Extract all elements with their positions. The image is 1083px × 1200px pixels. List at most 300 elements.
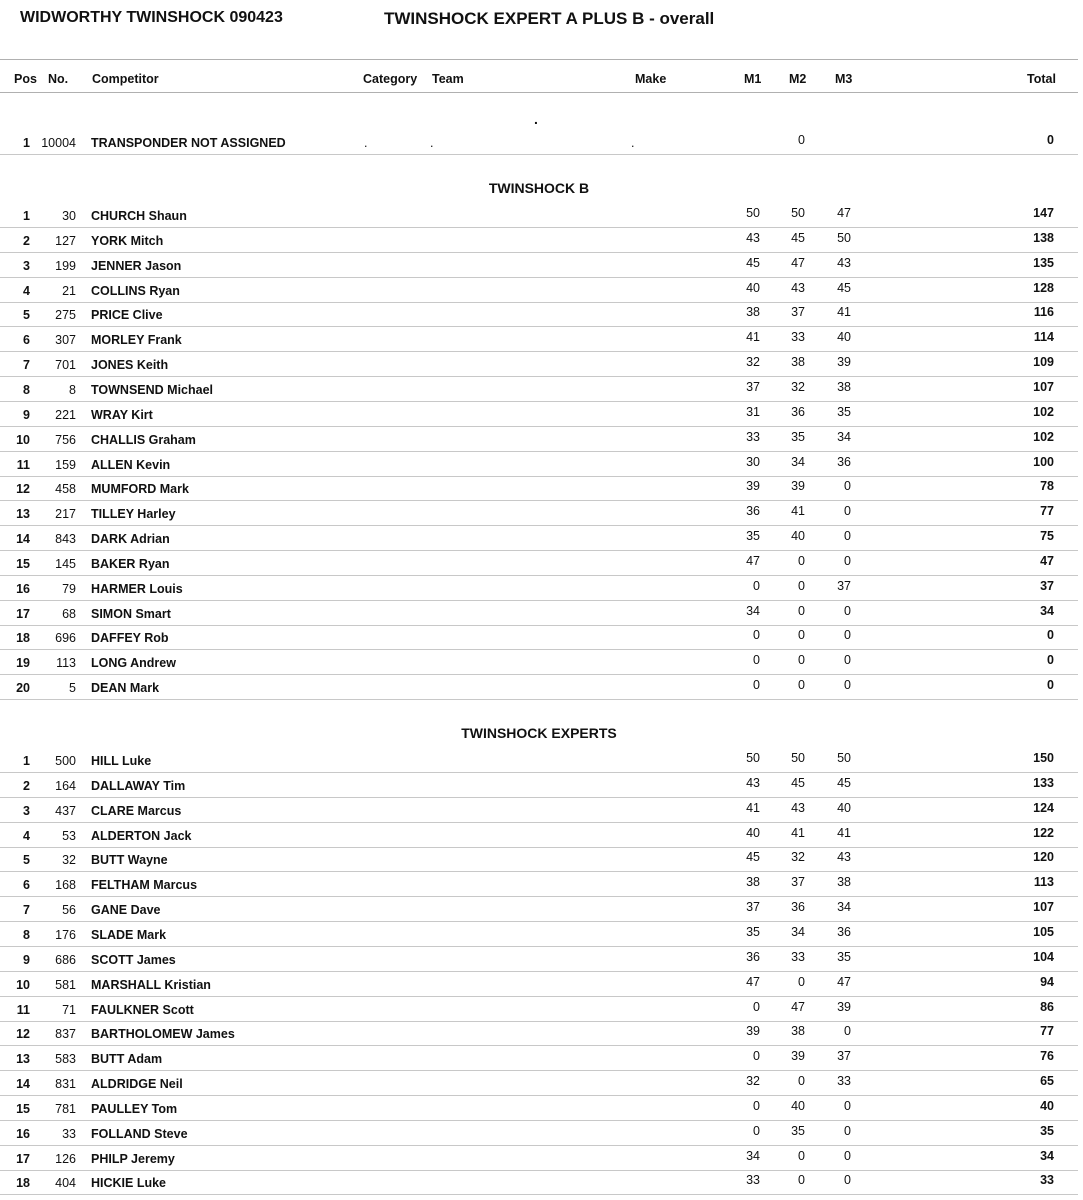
- m1-cell: 36: [746, 504, 760, 519]
- number-cell: 71: [62, 1002, 76, 1017]
- m2-cell: 37: [791, 875, 805, 890]
- m3-cell: 50: [837, 230, 851, 245]
- m1-cell: 40: [746, 825, 760, 840]
- pos-cell: 1: [23, 754, 30, 768]
- m1-cell: 0: [753, 1098, 760, 1113]
- table-row: [0, 922, 1078, 947]
- m2-cell: 0: [798, 553, 805, 568]
- m2-cell: 0: [798, 603, 805, 618]
- number-cell: 756: [55, 432, 76, 447]
- competitor-cell: SLADE Mark: [91, 927, 167, 942]
- m2-cell: 0: [798, 1173, 805, 1188]
- table-row: [0, 748, 1078, 773]
- m3-cell: 40: [837, 800, 851, 815]
- competitor-cell: HICKIE Luke: [91, 1176, 167, 1191]
- table-row: [0, 872, 1078, 897]
- total-cell: 34: [1040, 603, 1054, 618]
- col-m1: M1: [744, 72, 762, 86]
- m3-cell: 0: [844, 1173, 851, 1188]
- m2-cell: 32: [791, 379, 805, 394]
- col-m3: M3: [835, 72, 853, 86]
- competitor-cell: DAFFEY Rob: [91, 631, 169, 646]
- total-cell: 150: [1033, 751, 1054, 765]
- table-row: [0, 1046, 1078, 1071]
- number-cell: 159: [55, 457, 76, 472]
- total-cell: 35: [1040, 1123, 1054, 1138]
- unassigned-marker: .: [534, 111, 538, 127]
- number-cell: 8: [69, 382, 76, 397]
- competitor-cell: MARSHALL Kristian: [91, 977, 211, 992]
- table-row: [0, 675, 1078, 700]
- table-row: [0, 823, 1078, 848]
- competitor-cell: ALDRIDGE Neil: [91, 1077, 183, 1092]
- m1-cell: 35: [746, 529, 760, 544]
- number-cell: 168: [55, 878, 76, 893]
- total-cell: 47: [1040, 553, 1054, 568]
- m2-cell: 33: [791, 949, 805, 964]
- pos-cell: 18: [16, 631, 30, 646]
- table-row: [0, 576, 1078, 601]
- number-cell: 53: [62, 828, 76, 843]
- table-row: [0, 130, 1078, 155]
- total-cell: 77: [1040, 1024, 1054, 1039]
- table-row: [0, 1021, 1078, 1046]
- pos-cell: 9: [23, 952, 30, 967]
- total-cell: 124: [1033, 800, 1054, 815]
- total-cell: 133: [1033, 775, 1054, 790]
- competitor-cell: LONG Andrew: [91, 656, 176, 671]
- competitor-cell: TILLEY Harley: [91, 507, 176, 522]
- pos-cell: 14: [16, 1077, 30, 1092]
- total-cell: 40: [1040, 1098, 1054, 1113]
- table-row: [0, 947, 1078, 972]
- total-cell: 0: [1047, 678, 1054, 693]
- competitor-cell: DEAN Mark: [91, 681, 160, 696]
- m1-cell: 43: [746, 775, 760, 790]
- competitor-cell: TRANSPONDER NOT ASSIGNED: [91, 136, 286, 150]
- m2-cell: 40: [791, 529, 805, 544]
- table-row: [0, 278, 1078, 303]
- m1-cell: 32: [746, 1074, 760, 1089]
- competitor-cell: PRICE Clive: [91, 308, 163, 323]
- pos-cell: 18: [16, 1176, 30, 1191]
- pos-cell: 1: [23, 209, 30, 223]
- m3-cell: 43: [837, 255, 851, 270]
- pos-cell: 15: [16, 1101, 30, 1116]
- table-row: [0, 1096, 1078, 1121]
- m2-cell: 0: [798, 628, 805, 643]
- m2-cell: 47: [791, 999, 805, 1014]
- pos-cell: 19: [16, 656, 30, 671]
- m2-cell: 37: [791, 305, 805, 320]
- table-row: [0, 402, 1078, 427]
- m1-cell: 32: [746, 355, 760, 370]
- m3-cell: 33: [837, 1074, 851, 1089]
- m2-cell: 36: [791, 404, 805, 419]
- m1-cell: 0: [753, 653, 760, 668]
- pos-cell: 3: [23, 803, 30, 818]
- table-row: [0, 997, 1078, 1022]
- number-cell: 837: [55, 1027, 76, 1042]
- m3-cell: 0: [844, 479, 851, 494]
- table-row: [0, 1121, 1078, 1146]
- m2-cell: 45: [791, 230, 805, 245]
- number-cell: 127: [55, 233, 76, 248]
- m3-cell: 35: [837, 949, 851, 964]
- total-cell: 107: [1033, 379, 1054, 394]
- pos-cell: 4: [23, 828, 30, 843]
- pos-cell: 11: [16, 1002, 30, 1017]
- m2-cell: 50: [791, 206, 805, 220]
- table-row: [0, 551, 1078, 576]
- competitor-cell: HILL Luke: [91, 754, 152, 768]
- m1-cell: 45: [746, 255, 760, 270]
- total-cell: 76: [1040, 1049, 1054, 1064]
- m1-cell: 0: [753, 678, 760, 693]
- total-cell: 78: [1040, 479, 1054, 494]
- m1-cell: 0: [753, 1123, 760, 1138]
- competitor-cell: BUTT Wayne: [91, 853, 168, 868]
- category-cell: .: [364, 136, 368, 150]
- pos-cell: 7: [23, 358, 30, 373]
- m2-cell: 34: [791, 924, 805, 939]
- pos-cell: 12: [16, 1027, 30, 1042]
- total-cell: 113: [1033, 875, 1054, 890]
- m2-cell: 35: [791, 1123, 805, 1138]
- number-cell: 437: [55, 803, 76, 818]
- m2-cell: 36: [791, 900, 805, 915]
- pos-cell: 2: [23, 233, 30, 248]
- number-cell: 199: [55, 258, 76, 273]
- pos-cell: 11: [16, 457, 30, 472]
- table-row: [0, 650, 1078, 675]
- number-cell: 176: [55, 927, 76, 942]
- class-title: TWINSHOCK EXPERT A PLUS B - overall: [384, 9, 715, 28]
- m2-cell: 50: [791, 751, 805, 765]
- m3-cell: 34: [837, 429, 851, 444]
- m2-cell: 40: [791, 1098, 805, 1113]
- pos-cell: 8: [23, 382, 30, 397]
- m2-cell: 39: [791, 1049, 805, 1064]
- pos-cell: 6: [23, 878, 30, 893]
- section-title: TWINSHOCK EXPERTS: [461, 725, 617, 741]
- pos-cell: 4: [23, 283, 30, 298]
- number-cell: 686: [55, 952, 76, 967]
- competitor-cell: DARK Adrian: [91, 532, 170, 547]
- m2-cell: 45: [791, 775, 805, 790]
- m2-cell: 0: [798, 1074, 805, 1089]
- m3-cell: 0: [844, 1148, 851, 1163]
- m1-cell: 47: [746, 974, 760, 989]
- m3-cell: 0: [844, 1123, 851, 1138]
- m2-cell: 0: [798, 578, 805, 593]
- m3-cell: 45: [837, 775, 851, 790]
- table-row: [0, 601, 1078, 626]
- m1-cell: 40: [746, 280, 760, 295]
- total-cell: 77: [1040, 504, 1054, 519]
- pos-cell: 10: [16, 977, 30, 992]
- col-no: No.: [48, 72, 69, 86]
- m1-cell: 30: [746, 454, 760, 469]
- pos-cell: 3: [23, 258, 30, 273]
- m1-cell: 0: [753, 578, 760, 593]
- column-header-row: [0, 70, 1078, 93]
- number-cell: 500: [55, 754, 76, 768]
- table-row: [0, 847, 1078, 872]
- table-row: [0, 327, 1078, 352]
- pos-cell: 13: [16, 507, 30, 522]
- competitor-cell: JONES Keith: [91, 358, 169, 373]
- col-total: Total: [1027, 72, 1056, 86]
- m1-cell: 34: [746, 603, 760, 618]
- total-cell: 94: [1040, 974, 1054, 989]
- m2-cell: 47: [791, 255, 805, 270]
- competitor-cell: WRAY Kirt: [91, 407, 153, 422]
- m3-cell: 41: [837, 305, 851, 320]
- table-row: [0, 897, 1078, 922]
- competitor-cell: MUMFORD Mark: [91, 482, 189, 497]
- competitor-cell: DALLAWAY Tim: [91, 778, 186, 793]
- number-cell: 275: [55, 308, 76, 323]
- m3-cell: 0: [844, 603, 851, 618]
- competitor-cell: HARMER Louis: [91, 581, 183, 596]
- m2-cell: 35: [791, 429, 805, 444]
- total-cell: 135: [1033, 255, 1054, 270]
- number-cell: 217: [55, 507, 76, 522]
- competitor-cell: TOWNSEND Michael: [91, 382, 214, 397]
- competitor-cell: ALDERTON Jack: [91, 828, 192, 843]
- number-cell: 79: [62, 581, 76, 596]
- total-cell: 33: [1040, 1173, 1054, 1188]
- m3-cell: 37: [837, 1049, 851, 1064]
- competitor-cell: SCOTT James: [91, 952, 176, 967]
- m3-cell: 47: [837, 206, 851, 220]
- pos-cell: 8: [23, 927, 30, 942]
- m2-cell: 34: [791, 454, 805, 469]
- number-cell: 307: [55, 333, 76, 348]
- m1-cell: 33: [746, 429, 760, 444]
- m3-cell: 38: [837, 379, 851, 394]
- m3-cell: 36: [837, 454, 851, 469]
- pos-cell: 14: [16, 532, 30, 547]
- number-cell: 164: [55, 778, 76, 793]
- competitor-cell: MORLEY Frank: [91, 333, 182, 348]
- number-cell: 145: [55, 556, 76, 571]
- m2-cell: 39: [791, 479, 805, 494]
- m1-cell: 41: [746, 330, 760, 345]
- table-row: [0, 798, 1078, 823]
- total-cell: 86: [1040, 999, 1054, 1014]
- table-row: [0, 352, 1078, 377]
- table-row: [0, 501, 1078, 526]
- pos-cell: 13: [16, 1052, 30, 1067]
- m3-cell: 43: [837, 850, 851, 865]
- total-cell: 114: [1033, 330, 1054, 345]
- m1-cell: 38: [746, 305, 760, 320]
- m1-cell: 50: [746, 206, 760, 220]
- m3-cell: 50: [837, 751, 851, 765]
- col-pos: Pos: [14, 72, 37, 86]
- total-cell: 102: [1033, 429, 1054, 444]
- event-title: WIDWORTHY TWINSHOCK 090423: [20, 9, 283, 26]
- m3-cell: 0: [844, 529, 851, 544]
- m3-cell: 47: [837, 974, 851, 989]
- m3-cell: 0: [844, 1098, 851, 1113]
- table-row: [0, 773, 1078, 798]
- competitor-cell: BUTT Adam: [91, 1052, 163, 1067]
- m3-cell: 41: [837, 825, 851, 840]
- total-cell: 109: [1033, 355, 1054, 370]
- total-cell: 65: [1040, 1074, 1054, 1089]
- pos-cell: 12: [16, 482, 30, 497]
- total-cell: 138: [1033, 230, 1054, 245]
- total-cell: 0: [1047, 628, 1054, 643]
- number-cell: 32: [62, 853, 76, 868]
- competitor-cell: BAKER Ryan: [91, 556, 170, 571]
- competitor-cell: SIMON Smart: [91, 606, 171, 621]
- m1-cell: 0: [753, 999, 760, 1014]
- table-row: [0, 1170, 1078, 1195]
- number-cell: 5: [69, 681, 76, 696]
- make-cell: .: [631, 136, 635, 150]
- number-cell: 21: [62, 283, 76, 298]
- total-cell: 34: [1040, 1148, 1054, 1163]
- pos-cell: 17: [16, 1151, 30, 1166]
- total-cell: 116: [1033, 305, 1054, 320]
- total-cell: 75: [1040, 529, 1054, 544]
- col-category: Category: [363, 72, 418, 86]
- number-cell: 831: [55, 1077, 76, 1092]
- m1-cell: 31: [746, 404, 760, 419]
- competitor-cell: FAULKNER Scott: [91, 1002, 194, 1017]
- m1-cell: 34: [746, 1148, 760, 1163]
- total-cell: 0: [1047, 133, 1054, 147]
- m1-cell: 33: [746, 1173, 760, 1188]
- m3-cell: 38: [837, 875, 851, 890]
- m2-cell: 0: [798, 653, 805, 668]
- competitor-cell: CLARE Marcus: [91, 803, 182, 818]
- total-cell: 107: [1033, 900, 1054, 915]
- m3-cell: 36: [837, 924, 851, 939]
- section-title: TWINSHOCK B: [488, 180, 590, 196]
- table-row: [0, 526, 1078, 551]
- number-cell: 33: [62, 1126, 76, 1141]
- pos-cell: 7: [23, 903, 30, 918]
- m1-cell: 39: [746, 479, 760, 494]
- col-team: Team: [432, 72, 464, 86]
- number-cell: 781: [55, 1101, 76, 1116]
- competitor-cell: CHURCH Shaun: [91, 209, 187, 223]
- m2-cell: 0: [798, 678, 805, 693]
- total-cell: 120: [1033, 850, 1054, 865]
- m1-cell: 45: [746, 850, 760, 865]
- number-cell: 458: [55, 482, 76, 497]
- pos-cell: 5: [23, 853, 30, 868]
- table-row: [0, 203, 1078, 228]
- m3-cell: 0: [844, 504, 851, 519]
- pos-cell: 16: [16, 581, 30, 596]
- m3-cell: 34: [837, 900, 851, 915]
- number-cell: 581: [55, 977, 76, 992]
- m1-cell: 35: [746, 924, 760, 939]
- number-cell: 583: [55, 1052, 76, 1067]
- number-cell: 10004: [41, 136, 76, 150]
- competitor-cell: ALLEN Kevin: [91, 457, 171, 472]
- m1-cell: 37: [746, 379, 760, 394]
- table-row: [0, 1071, 1078, 1096]
- pos-cell: 17: [16, 606, 30, 621]
- m3-cell: 0: [844, 1024, 851, 1039]
- m1-cell: 38: [746, 875, 760, 890]
- table-row: [0, 625, 1078, 650]
- col-m2: M2: [789, 72, 807, 86]
- m2-cell: 43: [791, 280, 805, 295]
- table-row: [0, 476, 1078, 501]
- pos-cell: 9: [23, 407, 30, 422]
- table-row: [0, 302, 1078, 327]
- m2-cell: 0: [798, 133, 805, 147]
- m1-cell: 0: [753, 628, 760, 643]
- pos-cell: 10: [16, 432, 30, 447]
- col-make: Make: [635, 72, 667, 86]
- m3-cell: 39: [837, 355, 851, 370]
- number-cell: 404: [55, 1176, 76, 1191]
- m3-cell: 0: [844, 628, 851, 643]
- competitor-cell: CHALLIS Graham: [91, 432, 196, 447]
- competitor-cell: GANE Dave: [91, 903, 161, 918]
- table-row: [0, 377, 1078, 402]
- m2-cell: 43: [791, 800, 805, 815]
- m1-cell: 41: [746, 800, 760, 815]
- m3-cell: 35: [837, 404, 851, 419]
- table-row: [0, 972, 1078, 997]
- number-cell: 68: [62, 606, 76, 621]
- competitor-cell: COLLINS Ryan: [91, 283, 180, 298]
- total-cell: 37: [1040, 578, 1054, 593]
- competitor-cell: BARTHOLOMEW James: [91, 1027, 235, 1042]
- header-divider: [0, 59, 1078, 60]
- competitor-cell: FOLLAND Steve: [91, 1126, 188, 1141]
- m2-cell: 32: [791, 850, 805, 865]
- pos-cell: 16: [16, 1126, 30, 1141]
- number-cell: 126: [55, 1151, 76, 1166]
- m3-cell: 45: [837, 280, 851, 295]
- competitor-cell: PHILP Jeremy: [91, 1151, 175, 1166]
- m1-cell: 50: [746, 751, 760, 765]
- total-cell: 100: [1033, 454, 1054, 469]
- competitor-cell: JENNER Jason: [91, 258, 182, 273]
- table-row: [0, 1146, 1078, 1171]
- m2-cell: 38: [791, 1024, 805, 1039]
- total-cell: 105: [1033, 924, 1054, 939]
- m3-cell: 40: [837, 330, 851, 345]
- m2-cell: 38: [791, 355, 805, 370]
- number-cell: 30: [62, 209, 76, 223]
- m1-cell: 37: [746, 900, 760, 915]
- total-cell: 104: [1033, 949, 1054, 964]
- total-cell: 122: [1033, 825, 1054, 840]
- team-cell: .: [430, 136, 434, 150]
- pos-cell: 2: [23, 778, 30, 793]
- table-row: [0, 427, 1078, 452]
- total-cell: 128: [1033, 280, 1054, 295]
- table-row: [0, 228, 1078, 253]
- m2-cell: 0: [798, 974, 805, 989]
- number-cell: 843: [55, 532, 76, 547]
- pos-cell: 20: [16, 681, 30, 696]
- m2-cell: 0: [798, 1148, 805, 1163]
- competitor-cell: PAULLEY Tom: [91, 1101, 178, 1116]
